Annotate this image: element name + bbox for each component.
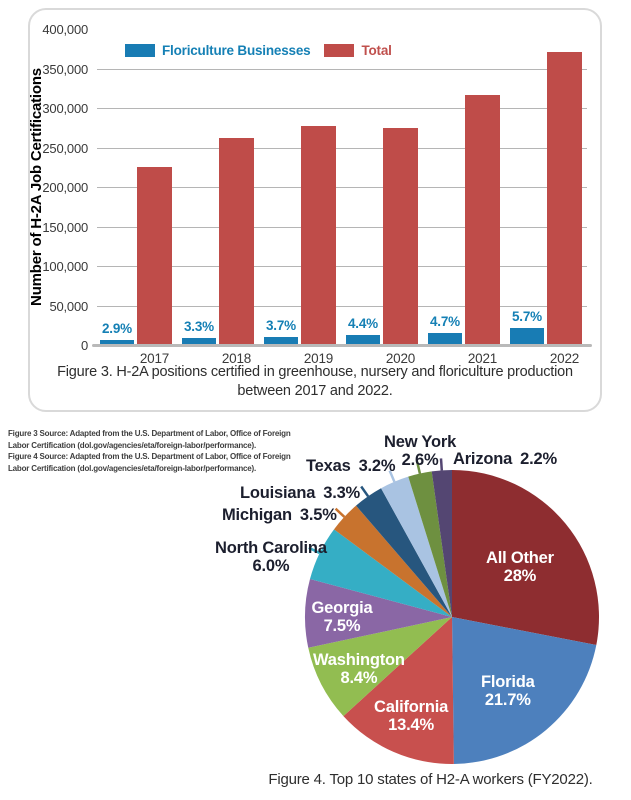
x-axis-year-label: 2019 — [303, 351, 334, 366]
source-line: Figure 3 Source: Adapted from the U.S. Department of Labor, Office of Foreign — [8, 429, 291, 438]
bar-total — [137, 167, 172, 345]
pie-label-name: Washington — [313, 651, 405, 669]
bar-percent-label: 3.3% — [184, 319, 214, 334]
y-gridline — [97, 108, 587, 109]
x-axis-year-label: 2020 — [385, 351, 416, 366]
x-axis-year-label: 2018 — [221, 351, 252, 366]
x-axis-year-label: 2017 — [139, 351, 170, 366]
pie-label-texas — [306, 457, 395, 475]
figure4-pie — [215, 425, 631, 800]
figure3-card — [28, 8, 602, 412]
pie-label-florida — [481, 673, 535, 709]
legend-label: Total — [361, 43, 392, 58]
pie-label-name: California — [374, 698, 449, 716]
y-tick-label: 250,000 — [42, 140, 88, 156]
legend-swatch — [324, 44, 354, 57]
bar-total — [219, 138, 254, 345]
pie-label-arizona — [453, 450, 557, 468]
bar-percent-label: 3.7% — [266, 318, 296, 333]
pie-leader-line — [361, 487, 368, 497]
y-tick-label: 350,000 — [42, 61, 88, 77]
pie-label-name: Arizona — [453, 450, 513, 468]
x-axis-line — [92, 344, 592, 347]
y-gridline — [97, 69, 587, 70]
pie-label-name: New York — [384, 433, 457, 451]
figure4-caption: Figure 4. Top 10 states of H2-A workers (FY2022). — [268, 771, 593, 788]
pie-label-value: 28% — [503, 567, 537, 585]
pie-label-name: All Other — [486, 549, 554, 567]
pie-label-new-york — [384, 433, 456, 469]
pie-label-value: 3.5% — [299, 506, 337, 524]
pie-label-north-carolina — [215, 539, 327, 575]
bar-floriculture — [510, 328, 544, 345]
pie-label-california — [374, 698, 448, 734]
pie-label-value: 2.2% — [520, 450, 557, 468]
pie-label-value: 21.7% — [484, 691, 531, 709]
pie-label-name: Florida — [481, 673, 535, 691]
y-axis-title: Number of H-2A Job Certifications — [28, 68, 45, 306]
pie-label-value: 8.4% — [340, 669, 378, 687]
figure3-caption: Figure 3. H-2A positions certified in greenhouse, nursery and floriculture production between 2017 and 2022. — [57, 364, 573, 399]
x-axis-year-label: 2022 — [549, 351, 580, 366]
y-tick-label: 200,000 — [42, 180, 88, 195]
pie-label-name: North Carolina — [215, 539, 327, 557]
pie-label-value: 6.0% — [252, 557, 290, 575]
source-line: Labor Certification (dol.gov/agencies/eta/foreign-labor/performance). — [8, 463, 257, 473]
y-tick-label: 400,000 — [42, 22, 88, 37]
bar-percent-label: 4.4% — [348, 316, 378, 331]
pie-label-name: Georgia — [311, 599, 373, 617]
y-tick-label: 50,000 — [49, 298, 88, 314]
y-tick-label: 300,000 — [42, 101, 88, 116]
legend-label: Floriculture Businesses — [162, 43, 311, 58]
pie-label-value: 7.5% — [323, 617, 361, 635]
bar-percent-label: 5.7% — [512, 309, 542, 324]
x-axis-year-label: 2021 — [467, 351, 498, 366]
bar-total — [465, 95, 500, 345]
pie-label-name: Texas — [306, 457, 351, 475]
bar-percent-label: 4.7% — [430, 314, 460, 329]
pie-label-all-other — [486, 549, 554, 585]
y-tick-label: 150,000 — [42, 219, 88, 235]
pie-label-value: 3.2% — [358, 457, 396, 475]
legend-swatch — [125, 44, 155, 57]
bar-percent-label: 2.9% — [102, 321, 132, 336]
y-tick-label: 100,000 — [42, 259, 88, 274]
bar-total — [547, 52, 582, 345]
bar-total — [301, 126, 336, 345]
pie-label-michigan — [222, 506, 337, 524]
source-line: Figure 4 Source: Adapted from the U.S. Department of Labor, Office of Foreign — [8, 452, 291, 461]
bar-total — [383, 128, 418, 345]
pie-label-louisiana — [240, 484, 360, 502]
pie-label-georgia — [312, 599, 373, 635]
pie-label-value: 3.3% — [323, 484, 361, 502]
pie-label-value: 13.4% — [388, 716, 434, 734]
pie-label-name: Michigan — [222, 506, 292, 524]
pie-label-value: 2.6% — [401, 451, 439, 469]
y-tick-label: 0 — [80, 338, 88, 353]
bar-chart-legend — [125, 43, 406, 58]
y-gridline — [97, 148, 587, 149]
pie-label-washington — [313, 651, 405, 687]
pie-label-name: Louisiana — [240, 484, 316, 502]
source-line: Labor Certification (dol.gov/agencies/eta/foreign-labor/performance). — [8, 440, 257, 450]
